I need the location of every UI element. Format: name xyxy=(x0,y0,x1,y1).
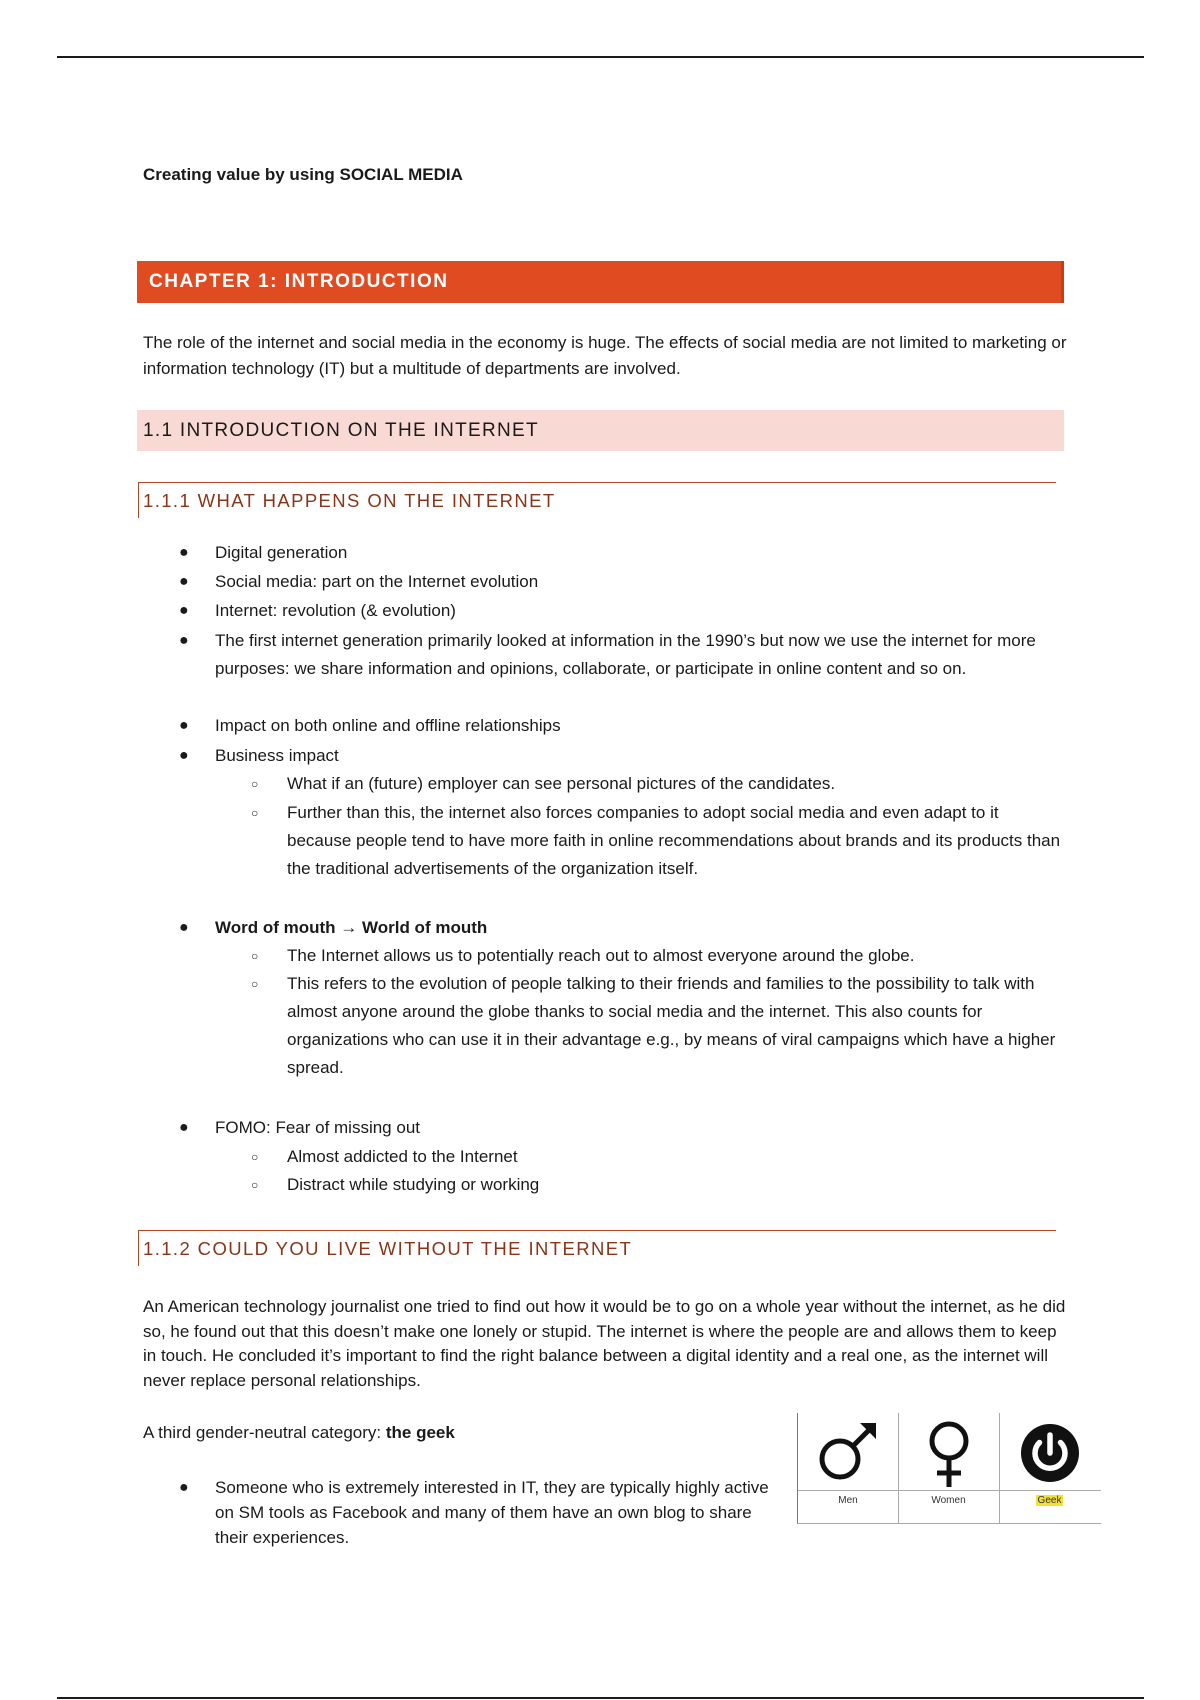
circle-bullet-icon: ○ xyxy=(251,977,259,991)
bullet-icon: ● xyxy=(179,1479,189,1496)
bullet-icon: ● xyxy=(179,919,189,936)
men-column xyxy=(798,1413,899,1523)
journalist-paragraph: An American technology journalist one tried to find out how it would be to go on a whole year without the internet, as he did so, he found out that this doesn’t make one lonely or stupid. The internet is where the people are and allows them to keep in touch. He concluded it’s important to find the right balance between a digital identity and a real one, as the internet will never replace personal relationships. xyxy=(143,1297,1066,1390)
document-title: Creating value by using SOCIAL MEDIA xyxy=(143,165,463,184)
geek-list-item: ● Someone who is extremely interested in IT, they are typically highly active on SM tools as Facebook and many of them have an own blog to share their experiences. xyxy=(215,1475,785,1550)
sub-list-item: ○ What if an (future) employer can see personal pictures of the candidates. xyxy=(287,770,1067,798)
circle-bullet-icon: ○ xyxy=(251,1178,259,1192)
intro-paragraph: The role of the internet and social media in the economy is huge. The effects of social media are not limited to marketing or information technology (IT) but a multitude of departments are involved. xyxy=(143,333,1067,378)
list-item: ● The first internet generation primarily looked at information in the 1990’s but now we use the internet for more purposes: we share information and opinions, collaborate, or participate in online content and so on. xyxy=(215,627,1065,683)
sub-list-item: ○ Almost addicted to the Internet xyxy=(287,1143,1067,1171)
power-symbol-icon xyxy=(1020,1423,1080,1483)
chapter-heading: CHAPTER 1: INTRODUCTION xyxy=(137,261,1064,303)
bullet-icon: ● xyxy=(179,747,189,764)
gender-symbols-figure xyxy=(797,1413,1101,1524)
top-rule xyxy=(57,56,1144,58)
section-heading: 1.1 INTRODUCTION ON THE INTERNET xyxy=(137,410,1064,451)
list-item: ● Word of mouth → World of mouth xyxy=(215,914,1065,942)
bullet-icon: ● xyxy=(179,602,189,619)
geek-label: Geek xyxy=(1037,1495,1062,1506)
list-item: ● FOMO: Fear of missing out xyxy=(215,1114,1065,1142)
circle-bullet-icon: ○ xyxy=(251,949,259,963)
circle-bullet-icon: ○ xyxy=(251,777,259,791)
bottom-rule xyxy=(57,1697,1144,1699)
list-item: ● Business impact xyxy=(215,742,1065,770)
sub-list-item: ○ This refers to the evolution of people talking to their friends and families to the possibility to talk with almost anyone around the globe thanks to social media and the internet. This also counts for organizations who can use it in their advantage e.g., by means of viral campaigns which have a higher spread. xyxy=(287,970,1067,1082)
bullet-icon: ● xyxy=(179,632,189,649)
sub-list-item: ○ Distract while studying or working xyxy=(287,1171,1067,1199)
subsection-heading-1: 1.1.1 WHAT HAPPENS ON THE INTERNET xyxy=(138,482,1056,518)
circle-bullet-icon: ○ xyxy=(251,1150,259,1164)
circle-bullet-icon: ○ xyxy=(251,806,259,820)
geek-intro: A third gender-neutral category: the geek xyxy=(143,1423,455,1442)
geek-column xyxy=(999,1413,1100,1523)
list-item: ● Internet: revolution (& evolution) xyxy=(215,597,1065,625)
bullet-icon: ● xyxy=(179,1119,189,1136)
sub-list-item: ○ Further than this, the internet also forces companies to adopt social media and even adapt to it because people tend to have more faith in online recommendations about brands and its products than the traditional advertisements of the organization itself. xyxy=(287,799,1067,883)
figure-divider xyxy=(798,1490,1101,1491)
bullet-icon: ● xyxy=(179,573,189,590)
list-item: ● Impact on both online and offline relationships xyxy=(215,712,1065,740)
subsection-heading-2: 1.1.2 COULD YOU LIVE WITHOUT THE INTERNET xyxy=(138,1230,1056,1266)
male-symbol-icon xyxy=(816,1419,880,1485)
list-item: ● Social media: part on the Internet evolution xyxy=(215,568,1065,596)
bullet-icon: ● xyxy=(179,544,189,561)
female-symbol-icon xyxy=(919,1419,979,1489)
bullet-icon: ● xyxy=(179,717,189,734)
sub-list-item: ○ The Internet allows us to potentially reach out to almost everyone around the globe. xyxy=(287,942,1067,970)
women-column xyxy=(898,1413,1000,1523)
men-label: Men xyxy=(838,1495,858,1506)
women-label: Women xyxy=(931,1495,966,1506)
list-item: ● Digital generation xyxy=(215,539,1065,567)
